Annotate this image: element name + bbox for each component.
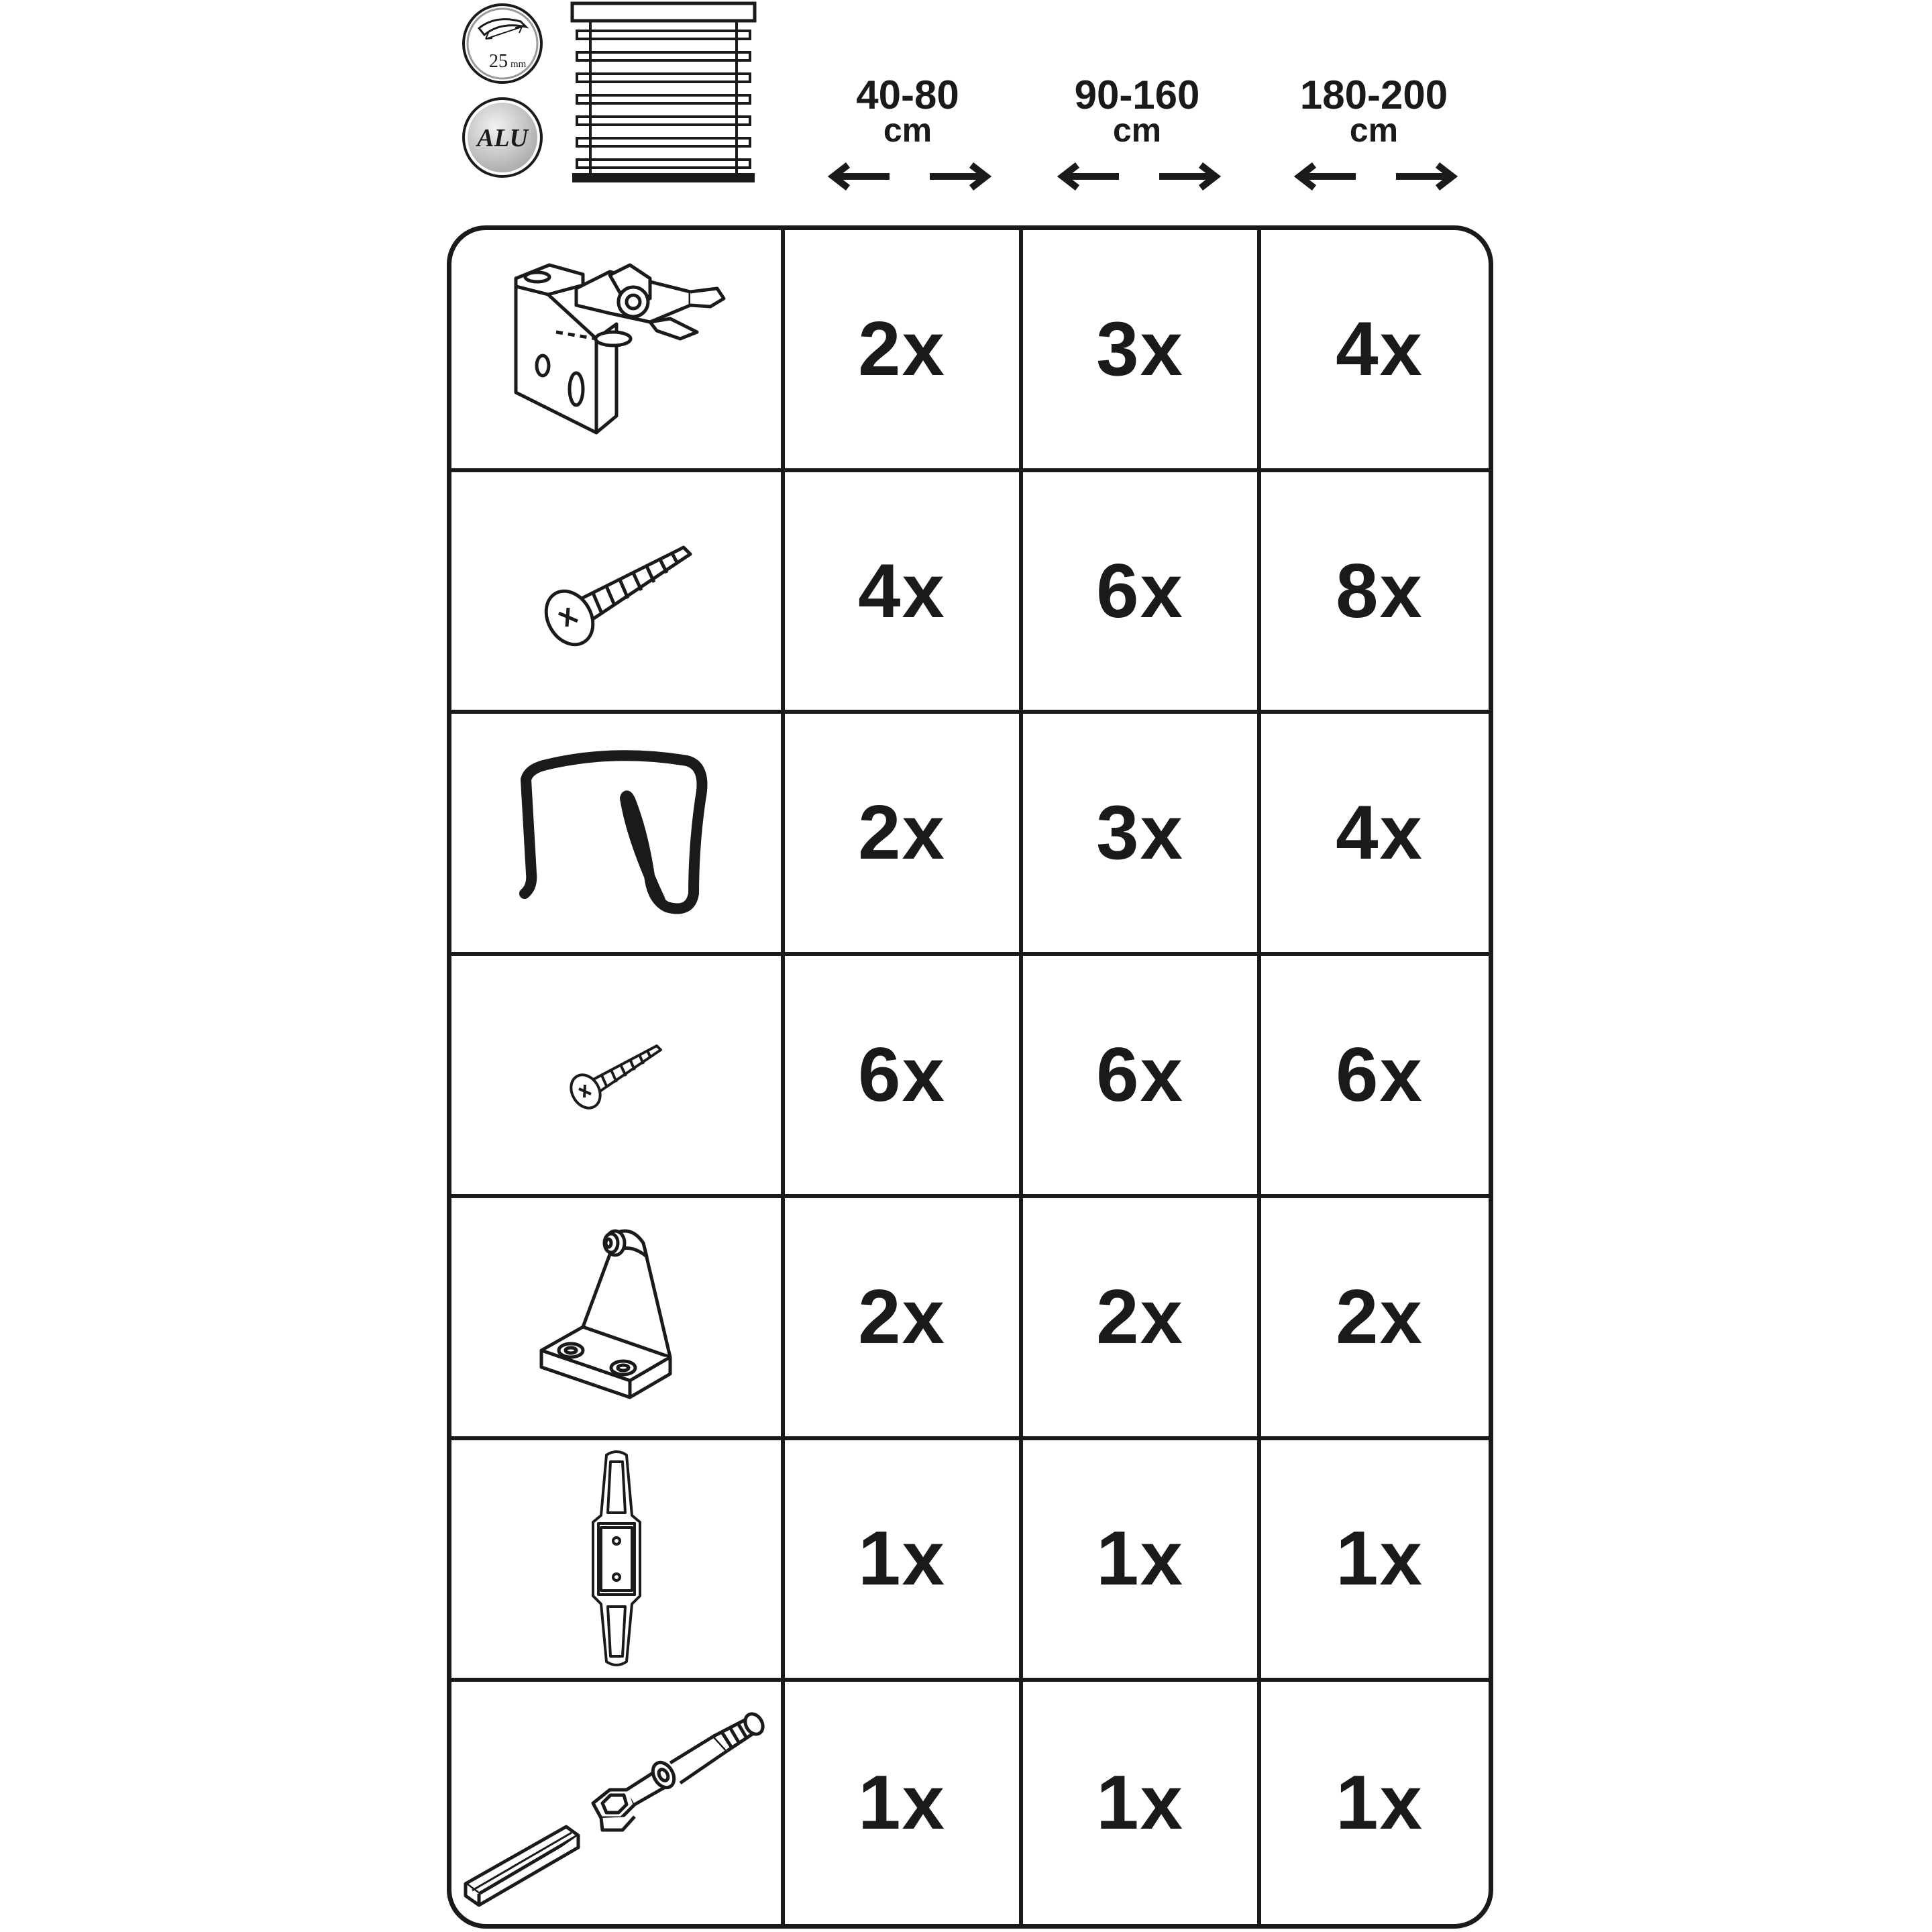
quantity-cell (1261, 1198, 1493, 1440)
width-arrows-3 (1291, 160, 1460, 193)
quantity-cell (1261, 1440, 1493, 1682)
column-unit: cm (1349, 111, 1399, 149)
quantity: 2x (1336, 1274, 1424, 1360)
column-range: 180-200 (1299, 72, 1448, 117)
quantity-cell (785, 956, 1023, 1198)
quantity: 1x (1096, 1760, 1184, 1846)
quantity-cell (785, 230, 1023, 472)
quantity: 2x (858, 1274, 946, 1360)
quantity-cell (1023, 714, 1261, 956)
quantity-cell (785, 1682, 1023, 1924)
quantity: 6x (858, 1032, 946, 1118)
column-range: 90-160 (1074, 72, 1200, 117)
quantity-cell (1023, 1440, 1261, 1682)
quantity: 1x (1096, 1516, 1184, 1602)
parts-table (447, 225, 1493, 1929)
quantity: 2x (858, 790, 946, 876)
quantity-cell (1261, 472, 1493, 714)
width-arrows-2 (1055, 160, 1224, 193)
quantity-cell (1023, 956, 1261, 1198)
part-cell (451, 714, 785, 956)
material-label: ALU (477, 124, 528, 152)
valance-clip-icon (513, 746, 720, 920)
quantity-cell (785, 714, 1023, 956)
part-cell (451, 956, 785, 1198)
quantity-cell (1023, 472, 1261, 714)
mounting-bracket-icon (496, 252, 737, 446)
quantity-cell (1023, 1198, 1261, 1440)
quantity: 6x (1096, 1032, 1184, 1118)
quantity: 4x (1336, 306, 1424, 392)
quantity-cell (785, 1440, 1023, 1682)
column-unit: cm (1112, 111, 1162, 149)
quantity-cell (1261, 714, 1493, 956)
part-cell (451, 1682, 785, 1924)
small-screw-icon (563, 1038, 670, 1112)
quantity: 2x (858, 306, 946, 392)
slat-width-badge (459, 0, 546, 87)
tilt-wand-icon (459, 1689, 774, 1917)
column-header-1 (794, 72, 1022, 149)
venetian-blind-icon (570, 1, 758, 184)
cord-connector-icon (586, 1448, 647, 1670)
large-screw-icon (529, 527, 704, 655)
quantity-cell (785, 1198, 1023, 1440)
quantity: 8x (1336, 548, 1424, 634)
quantity-cell (1023, 1682, 1261, 1924)
part-cell (451, 472, 785, 714)
slat-width-unit: mm (511, 59, 527, 70)
hold-down-bracket-icon (536, 1216, 697, 1417)
material-badge (459, 94, 546, 181)
quantity-cell (785, 472, 1023, 714)
column-header-2 (1023, 72, 1251, 149)
quantity: 1x (1336, 1516, 1424, 1602)
quantity: 1x (858, 1760, 946, 1846)
column-unit: cm (883, 111, 932, 149)
quantity: 4x (1336, 790, 1424, 876)
part-cell (451, 230, 785, 472)
quantity: 6x (1336, 1032, 1424, 1118)
quantity: 6x (1096, 548, 1184, 634)
quantity: 1x (858, 1516, 946, 1602)
quantity: 2x (1096, 1274, 1184, 1360)
quantity: 1x (1336, 1760, 1424, 1846)
quantity: 3x (1096, 306, 1184, 392)
quantity-cell (1261, 956, 1493, 1198)
quantity-cell (1261, 230, 1493, 472)
column-header-3 (1260, 72, 1488, 149)
quantity-cell (1261, 1682, 1493, 1924)
part-cell (451, 1440, 785, 1682)
part-cell (451, 1198, 785, 1440)
quantity: 3x (1096, 790, 1184, 876)
column-range: 40-80 (856, 72, 959, 117)
quantity: 4x (858, 548, 946, 634)
slat-width-value: 25 (489, 51, 508, 72)
width-arrows-1 (825, 160, 994, 193)
quantity-cell (1023, 230, 1261, 472)
